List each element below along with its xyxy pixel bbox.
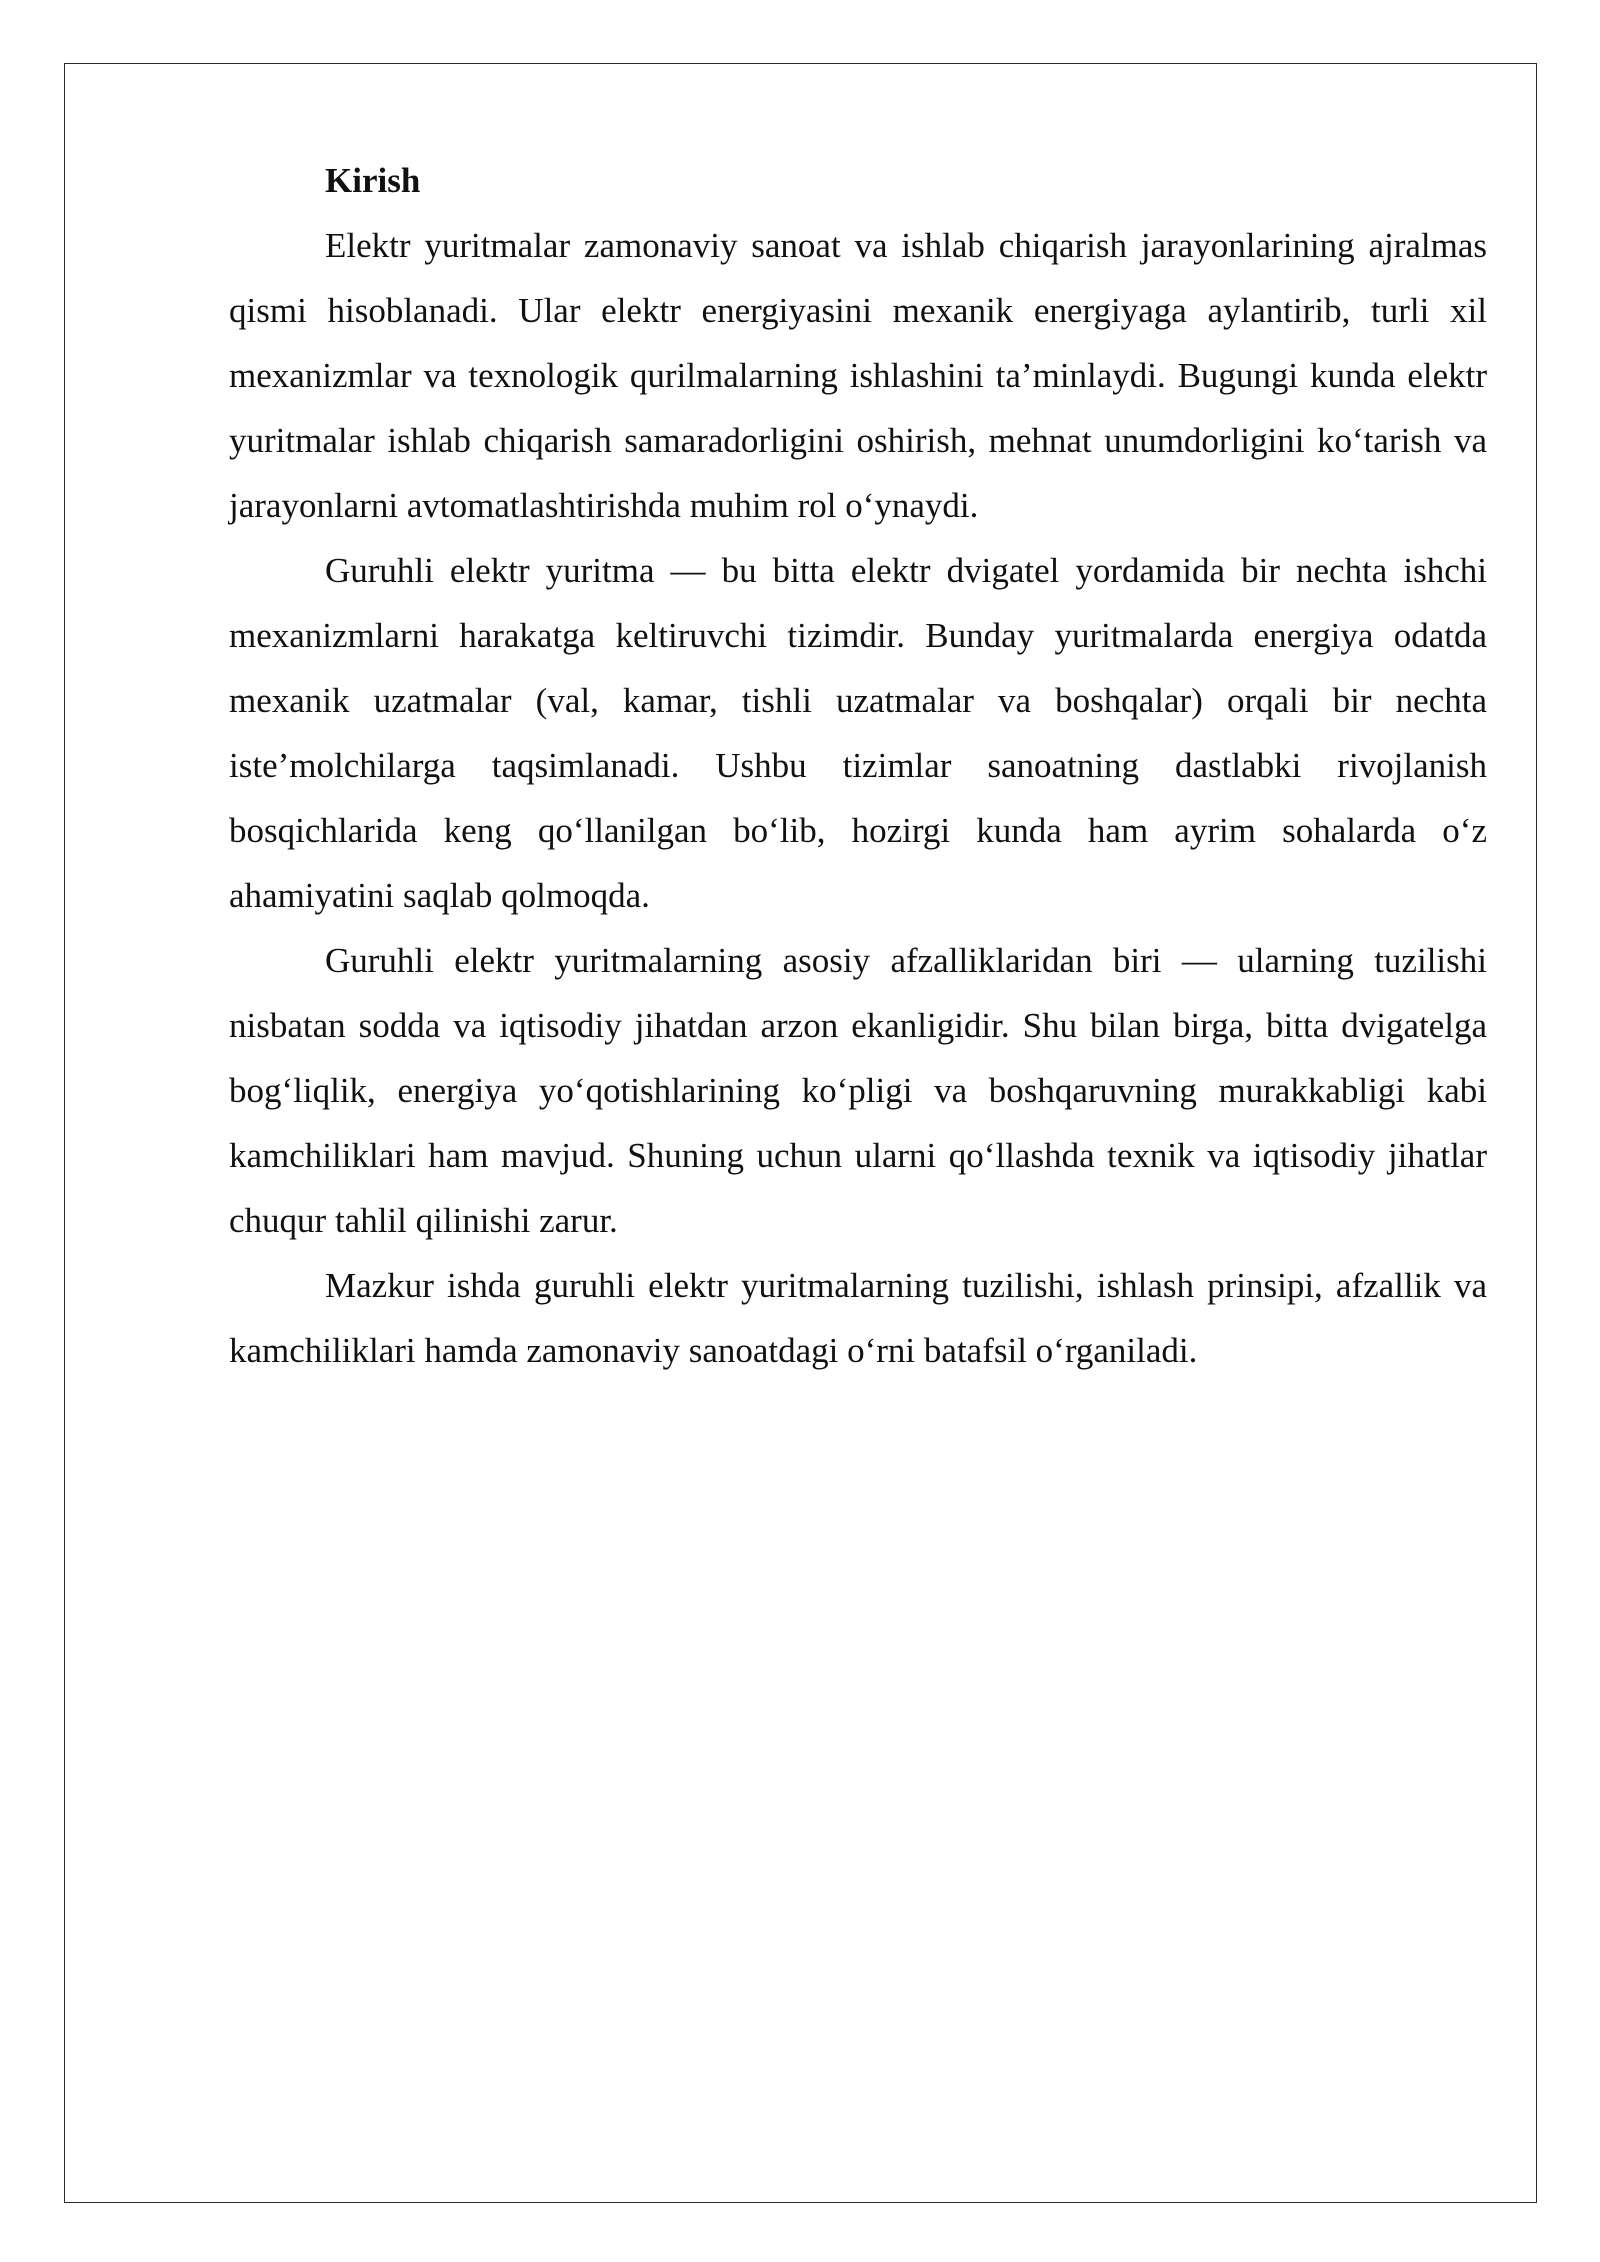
paragraph-2: Guruhli elektr yuritma — bu bitta elektr dvigatel yordamida bir nechta ishchi mexanizmlarni harakatga keltiruvchi tizimdir. Bunday yuritmalarda energiya odatda mexanik uzatmalar (val, kamar, tishli uzatmalar va boshqalar) orqali bir nechta iste’molchilarga taqsimlanadi. Ushbu tizimlar sanoatning dastlabki rivojlanish bosqichlarida keng qo‘llanilgan bo‘lib, hozirgi kunda ham ayrim sohalarda o‘z ahamiyatini saqlab qolmoqda. [229, 551, 1487, 915]
section-heading: Kirish [325, 161, 421, 200]
document-body [229, 148, 1487, 1383]
paragraph-4: Mazkur ishda guruhli elektr yuritmalarning tuzilishi, ishlash prinsipi, afzallik va kamchiliklari hamda zamonaviy sanoatdagi o‘rni batafsil o‘rganiladi. [229, 1266, 1487, 1370]
paragraph-1: Elektr yuritmalar zamonaviy sanoat va ishlab chiqarish jarayonlarining ajralmas qismi hisoblanadi. Ular elektr energiyasini mexanik energiyaga aylantirib, turli xil mexanizmlar va texnologik qurilmalarning ishlashini ta’minlaydi. Bugungi kunda elektr yuritmalar ishlab chiqarish samaradorligini oshirish, mehnat unumdorligini ko‘tarish va jarayonlarni avtomatlashtirishda muhim rol o‘ynaydi. [229, 226, 1487, 525]
paragraph-3: Guruhli elektr yuritmalarning asosiy afzalliklaridan biri — ularning tuzilishi nisbatan sodda va iqtisodiy jihatdan arzon ekanligidir. Shu bilan birga, bitta dvigatelga bog‘liqlik, energiya yo‘qotishlarining ko‘pligi va boshqaruvning murakkabligi kabi kamchiliklari ham mavjud. Shuning uchun ularni qo‘llashda texnik va iqtisodiy jihatlar chuqur tahlil qilinishi zarur. [229, 941, 1487, 1240]
